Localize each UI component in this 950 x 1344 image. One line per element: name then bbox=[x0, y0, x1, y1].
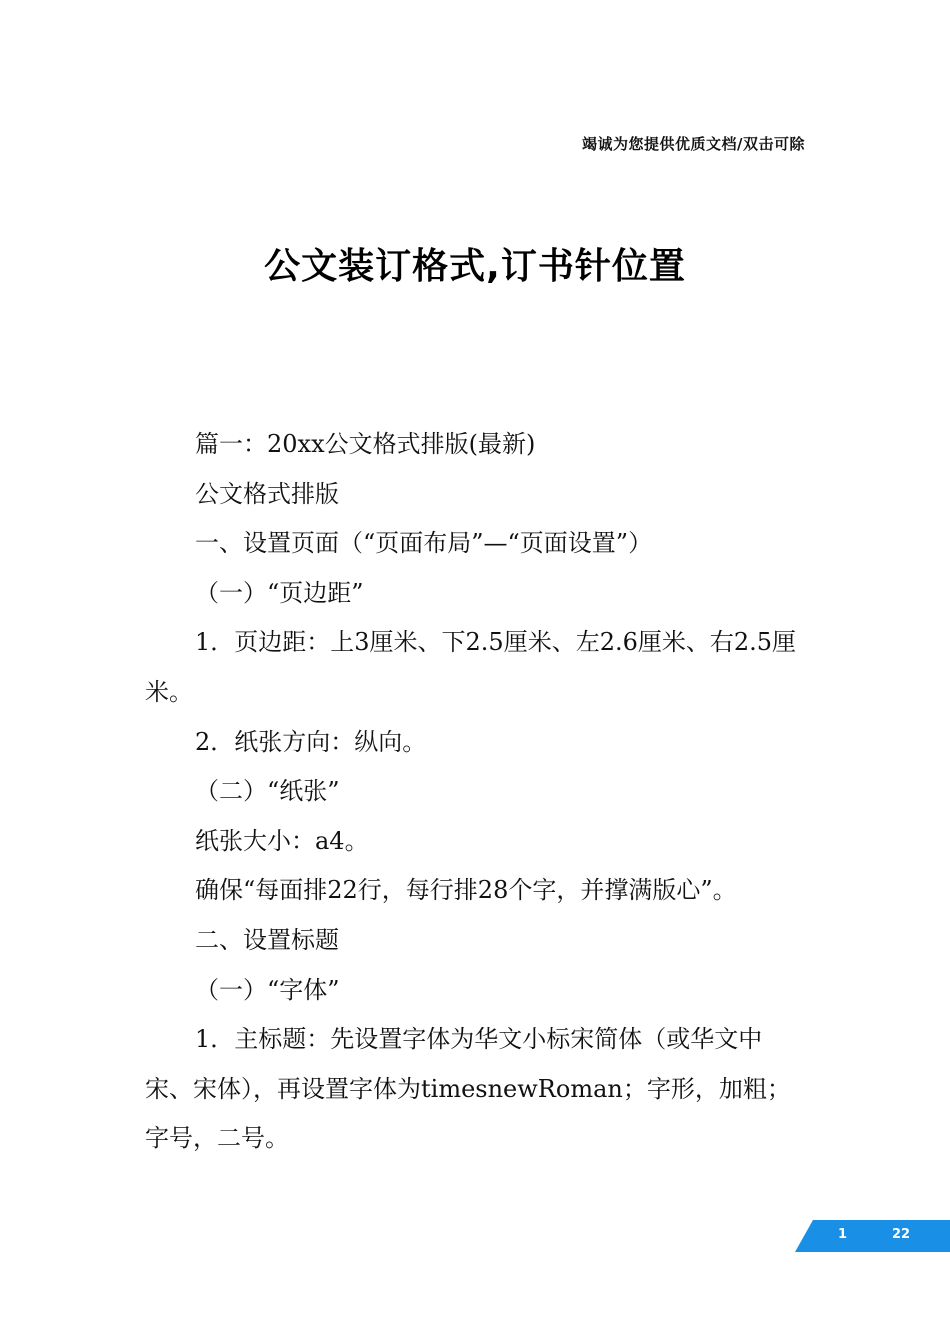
paragraph: 纸张大小：a4。 bbox=[195, 826, 369, 855]
page-current-number: 1 bbox=[838, 1227, 848, 1242]
page-indicator-tab bbox=[795, 1220, 950, 1252]
page-total-number: 22 bbox=[892, 1227, 911, 1242]
paragraph: 公文格式排版 bbox=[195, 479, 339, 508]
paragraph: （二）“纸张” bbox=[195, 777, 340, 806]
paragraph: 1．页边距：上3厘米、下2.5厘米、左2.6厘米、右2.5厘米。 bbox=[145, 628, 797, 706]
paragraph: 二、设置标题 bbox=[195, 925, 339, 954]
paragraph: 篇一：20xx公文格式排版(最新) bbox=[195, 430, 536, 458]
paragraph: 2．纸张方向：纵向。 bbox=[195, 727, 427, 756]
paragraph: 1．主标题：先设置字体为华文小标宋简体（或华文中宋、宋体），再设置字体为timesnewRoman；字形，加粗；字号，二号。 bbox=[145, 1025, 791, 1153]
paragraph: （一）“页边距” bbox=[195, 578, 364, 607]
paragraph: 确保“每面排22行，每行排28个字，并撑满版心”。 bbox=[195, 876, 737, 905]
document-body bbox=[145, 420, 810, 1164]
paragraph: 一、设置页面（“页面布局”—“页面设置”） bbox=[195, 529, 653, 558]
paragraph: （一）“字体” bbox=[195, 975, 340, 1004]
header-note: 竭诚为您提供优质文档/双击可除 bbox=[582, 135, 805, 153]
document-title: 公文装订格式,订书针位置 bbox=[264, 246, 686, 287]
